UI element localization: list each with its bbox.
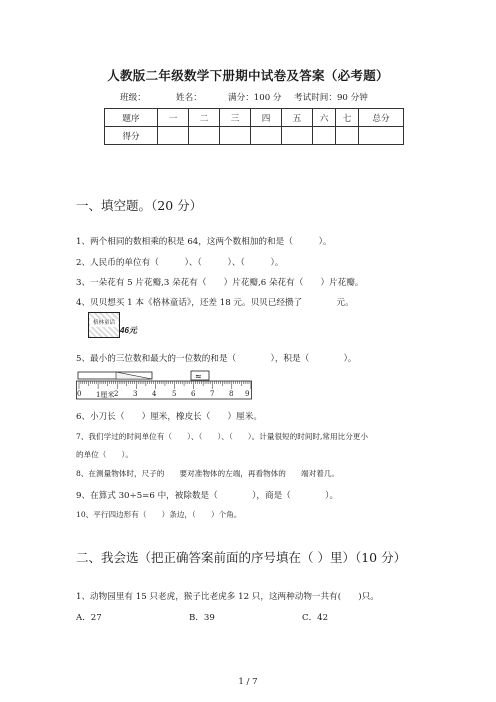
book-image <box>88 312 120 338</box>
score-row-label: 得分 <box>105 127 158 145</box>
ruler-label: 8 <box>229 390 234 398</box>
book-title: 格林童话 <box>90 319 118 327</box>
score-cell[interactable] <box>220 127 251 145</box>
question-1-1: 1、两个相同的数相乘的积是 64，这两个数相加的和是（ ）。 <box>76 237 332 247</box>
page-title: 人教版二年级数学下册期中试卷及答案（必考题） <box>107 68 389 83</box>
score-header-cell: 三 <box>220 109 251 127</box>
score-table-score-row <box>105 127 404 145</box>
option-b: B．39 <box>189 613 215 623</box>
option-a: A．27 <box>76 613 102 623</box>
ruler-label: 7 <box>210 390 215 398</box>
score-cell[interactable] <box>359 127 404 145</box>
score-header-cell: 五 <box>282 109 313 127</box>
score-header-cell: 题序 <box>105 109 158 127</box>
score-cell[interactable] <box>189 127 220 145</box>
score-header-cell: 一 <box>158 109 189 127</box>
score-cell[interactable] <box>313 127 336 145</box>
question-1-7-line2: 的单位（ ）。 <box>76 450 133 459</box>
section1-title: 一、填空题。（20 分） <box>76 198 203 213</box>
ruler-figure <box>76 370 252 400</box>
score-table <box>104 108 404 145</box>
score-cell[interactable] <box>336 127 359 145</box>
score-header-cell: 总分 <box>359 109 404 127</box>
score-cell[interactable] <box>158 127 189 145</box>
question-2-1: 1、动物园里有 15 只老虎，猴子比老虎多 12 只，这两种动物一共有( )只。 <box>76 592 379 602</box>
score-header-cell: 七 <box>336 109 359 127</box>
question-1-3: 3、一朵花有 5 片花瓣,3 朵花有（ ）片花瓣,6 朵花有（ ）片花瓣。 <box>76 278 364 288</box>
name-label: 姓名： <box>176 93 202 103</box>
question-1-4: 4、贝贝想买 1 本《格林童话》，还差 18 元。贝贝已经攒了 元。 <box>76 298 354 308</box>
question-1-5: 5、最小的三位数和最大的一位数的和是（ ），积是（ ）。 <box>76 354 357 364</box>
full-score-label: 满分：100 分 <box>228 93 282 103</box>
question-1-6: 6、小刀长（ ）厘米，橡皮长（ ）厘米。 <box>76 412 262 422</box>
page-number: 1 / 7 <box>238 677 258 687</box>
class-label: 班级： <box>120 93 146 103</box>
score-cell[interactable] <box>251 127 282 145</box>
option-c: C．42 <box>302 613 329 623</box>
ruler-label: 4 <box>152 390 157 398</box>
question-1-9: 9、在算式 30÷5=6 中，被除数是（ ），商是（ ）。 <box>76 491 339 501</box>
question-1-10: 10、平行四边形有（ ）条边，（ ）个角。 <box>76 510 242 519</box>
score-header-cell: 四 <box>251 109 282 127</box>
ruler-label: 0 <box>77 390 82 398</box>
ruler-label: 6 <box>191 390 196 398</box>
score-header-cell: 二 <box>189 109 220 127</box>
eraser-mark: ≈ <box>195 372 202 381</box>
ruler-label: 1厘米 <box>96 391 115 399</box>
ruler-label: 3 <box>133 390 138 398</box>
ruler-labels <box>76 390 252 400</box>
score-table-header-row <box>105 109 404 127</box>
exam-time-label: 考试时间：90 分钟 <box>294 93 368 103</box>
ruler-label: 9 <box>245 390 250 398</box>
question-1-8: 8、在测量物体时，尺子的 要对准物体的左端，再看物体的 端对着几。 <box>76 469 340 478</box>
ruler-label: 5 <box>172 390 177 398</box>
section2-title: 二、我会选（把正确答案前面的序号填在（ ）里）（10 分） <box>76 550 407 565</box>
score-cell[interactable] <box>282 127 313 145</box>
question-1-2: 2、人民币的单位有（ ）、（ ）、（ ）。 <box>76 258 284 268</box>
score-header-cell: 六 <box>313 109 336 127</box>
ruler-label: 2 <box>114 390 119 398</box>
question-1-7-line1: 7、我们学过的时间单位有（ ）、（ ）、（ ）。计量很短的时间时,常用比分更小 <box>76 432 368 441</box>
book-price: 46元 <box>120 326 137 335</box>
